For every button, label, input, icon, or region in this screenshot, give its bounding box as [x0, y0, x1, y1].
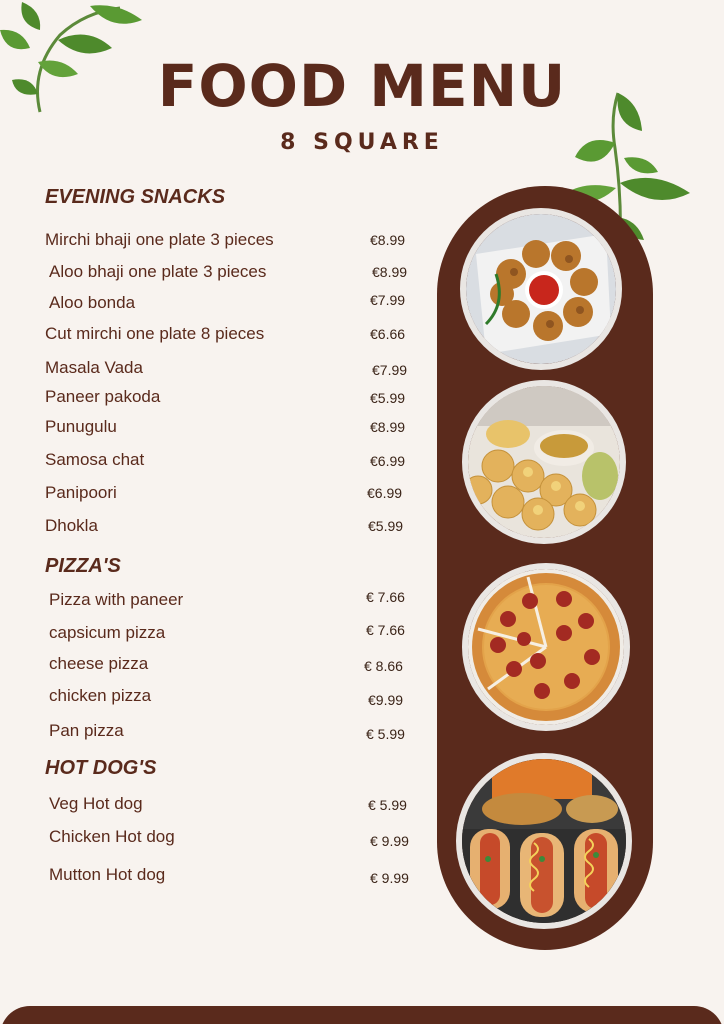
menu-item-price: € 7.66 [366, 589, 405, 605]
menu-item-name: Pizza with paneer [49, 590, 184, 609]
fried-snacks-photo [460, 208, 622, 370]
panipoori-photo [462, 380, 626, 544]
menu-item-name: capsicum pizza [49, 623, 166, 642]
menu-item-price: €5.99 [370, 390, 406, 406]
menu-item-name: Panipoori [45, 483, 117, 502]
footer-bar [0, 1006, 724, 1024]
menu-item-price: €9.99 [368, 692, 404, 708]
menu-item-price: €6.66 [370, 326, 406, 342]
menu-item-price: €6.99 [370, 453, 406, 469]
menu-item-name: Chicken Hot dog [49, 827, 175, 846]
menu-item-price: € 9.99 [370, 833, 409, 849]
menu-item-name: Aloo bonda [49, 293, 136, 312]
restaurant-name: 8 SQUARE [280, 130, 444, 155]
menu-item-price: €8.99 [370, 232, 406, 248]
section-title-evening-snacks: EVENING SNACKS [45, 186, 226, 208]
menu-item-name: Veg Hot dog [49, 794, 143, 813]
menu-item-name: Paneer pakoda [45, 387, 161, 406]
menu-item-name: Samosa chat [45, 450, 145, 469]
menu-item-name: Mirchi bhaji one plate 3 pieces [45, 230, 274, 249]
menu-item-name: Aloo bhaji one plate 3 pieces [49, 262, 267, 281]
menu-item-price: € 7.66 [366, 622, 405, 638]
hot-dogs-photo [456, 753, 632, 929]
menu-item-price: €7.99 [372, 362, 408, 378]
menu-item-price: €7.99 [370, 292, 406, 308]
section-title-pizzas: PIZZA'S [45, 555, 121, 577]
menu-item-price: € 8.66 [364, 658, 403, 674]
menu-item-price: € 5.99 [368, 797, 407, 813]
menu-item-price: € 9.99 [370, 870, 409, 886]
menu-item-price: €8.99 [370, 419, 406, 435]
menu-item-name: cheese pizza [49, 654, 149, 673]
menu-item-name: Dhokla [45, 516, 98, 535]
pepperoni-pizza-photo [462, 563, 630, 731]
section-title-hot-dogs: HOT DOG'S [45, 757, 157, 779]
menu-item-price: € 5.99 [366, 726, 405, 742]
menu-item-name: Pan pizza [49, 721, 124, 740]
menu-item-price: €8.99 [372, 264, 408, 280]
menu-item-price: €5.99 [368, 518, 404, 534]
menu-item-name: Masala Vada [45, 358, 143, 377]
menu-item-name: Cut mirchi one plate 8 pieces [45, 324, 265, 343]
menu-title: FOOD MENU [157, 52, 567, 120]
menu-item-name: Mutton Hot dog [49, 865, 166, 884]
menu-item-name: Punugulu [45, 417, 117, 436]
menu-item-name: chicken pizza [49, 686, 152, 705]
menu-item-price: €6.99 [367, 485, 403, 501]
